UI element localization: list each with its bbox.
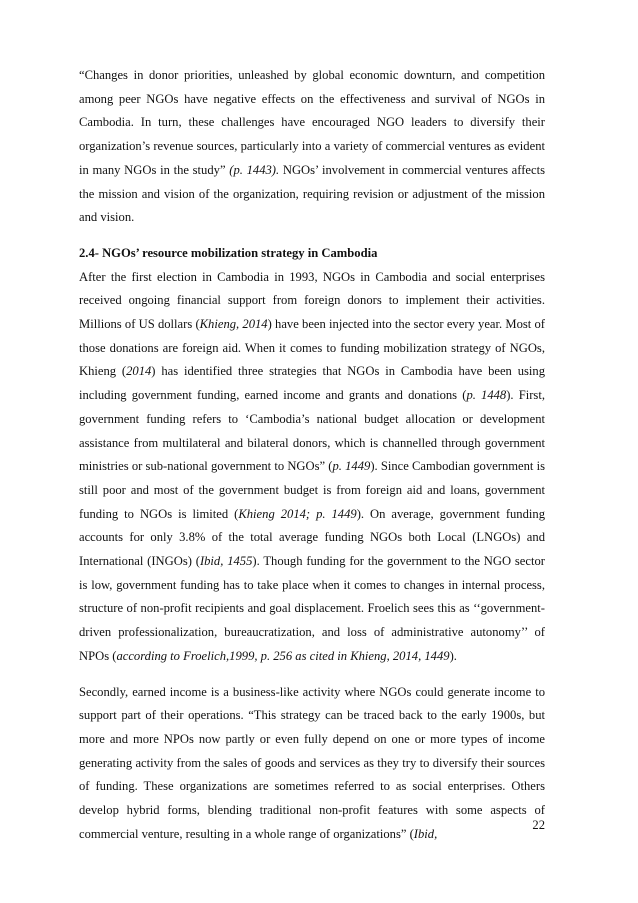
paragraph-text: After the first election in Cambodia in 1993, NGOs in Cambodia and social enterprises received ongoing financial support from foreign donors to implement their activities. Millions of US dollars (: [79, 269, 545, 332]
paragraph-text: ). Since Cambodian government is still poor and most of the government budget is from foreign aid and loans, government funding to NGOs is limited (: [79, 459, 546, 521]
paragraph-earned-income: [79, 681, 545, 847]
paragraph-text: ) have been injected into the sector every year. Most of those donations are foreign aid. When it comes to funding mobilization strategy of NGOs, Khieng (: [79, 317, 545, 379]
citation: 2014: [126, 364, 152, 379]
citation: p. 1448: [466, 388, 507, 403]
citation: Khieng, 2014: [199, 317, 268, 332]
citation: Khieng 2014; p. 1449: [238, 506, 357, 521]
citation: (p. 1443).: [229, 162, 280, 177]
paragraph-text: ). First, government funding refers to ‘Cambodia’s national budget allocation or development assistance from multilateral and bilateral donors, which is channelled through government ministries or sub-national government to NGOs” (: [79, 388, 545, 474]
page-body: [79, 64, 545, 847]
section-heading: 2.4- NGOs’ resource mobilization strategy in Cambodia: [79, 245, 378, 260]
paragraph-text: ) has identified three strategies that NGOs in Cambodia have been using including government funding, earned income and grants and donations (: [79, 364, 545, 403]
paragraph-text: ).: [449, 648, 457, 663]
paragraph-text: NGOs’ involvement in commercial ventures affects the mission and vision of the organization, requiring revision or adjustment of the mission and vision.: [79, 162, 546, 225]
paragraph-funding-strategies: [79, 266, 545, 669]
citation: Ibid, 1455: [199, 554, 253, 569]
citation: according to Froelich,1999, p. 256 as cited in Khieng, 2014, 1449: [116, 648, 450, 663]
citation: Ibid,: [413, 826, 438, 841]
page-number: 22: [532, 818, 545, 832]
quote-text: “Changes in donor priorities, unleashed by global economic downturn, and competition among peer NGOs have negative effects on the effectiveness and survival of NGOs in Cambodia. In turn, these challenges have encouraged NGO leaders to diversify their organization’s revenue sources, particularly into a variety of commercial ventures as evident in many NGOs in the study”: [79, 68, 545, 177]
paragraph-text: ). Though funding for the government to the NGO sector is low, government funding has to take place when it comes to changes in internal process, structure of non-profit recipients and goal displacement. Froelich sees this as ‘‘government-driven professionalization, bureaucratization, and loss of administrative autonomy’’ of NPOs (: [79, 554, 545, 663]
paragraph-quote: [79, 64, 545, 230]
paragraph-text: ). On average, government funding accounts for only 3.8% of the total average funding NGOs both Local (LNGOs) and International (INGOs) (: [79, 506, 545, 569]
paragraph-text: Secondly, earned income is a business-like activity where NGOs could generate income to support part of their operations. “This strategy can be traced back to the early 1900s, but more and more NPOs now partly or even fully depend on one or more types of income generating activity from the sales of goods and services as they try to diversify their sources of funding. These organizations are sometimes referred to as social enterprises. Others develop hybrid forms, blending traditional non-profit features with some aspects of commercial venture, resulting in a whole range of organizations” (: [79, 684, 545, 841]
citation: p. 1449: [332, 459, 371, 474]
